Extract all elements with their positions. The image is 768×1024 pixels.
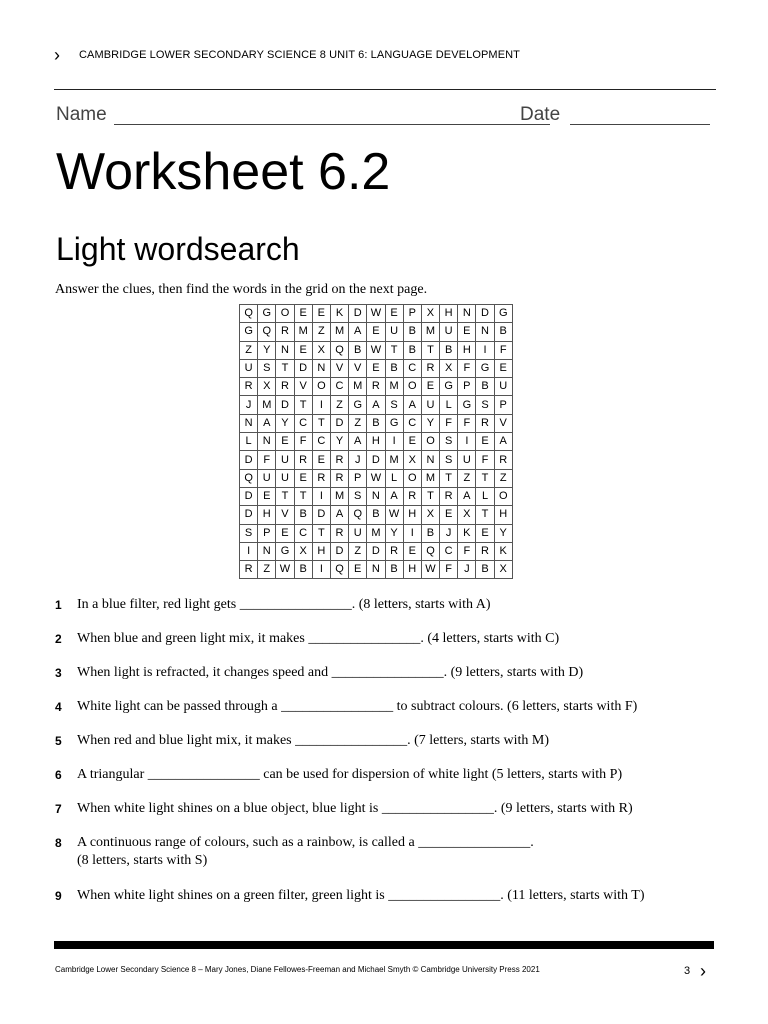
grid-cell[interactable]: A [367, 396, 385, 414]
grid-cell[interactable]: Q [258, 323, 276, 341]
grid-row [240, 305, 513, 323]
grid-cell[interactable]: D [349, 305, 367, 323]
grid-cell[interactable]: D [367, 451, 385, 469]
grid-cell[interactable]: N [240, 414, 258, 432]
grid-cell[interactable]: H [312, 542, 330, 560]
grid-cell[interactable]: Z [349, 414, 367, 432]
grid-cell[interactable]: B [494, 323, 512, 341]
grid-cell[interactable]: M [421, 469, 439, 487]
grid-cell[interactable]: G [240, 323, 258, 341]
grid-cell[interactable]: E [258, 487, 276, 505]
grid-cell[interactable]: C [440, 542, 458, 560]
clue-number: 3 [55, 666, 62, 680]
grid-cell[interactable]: E [476, 433, 494, 451]
grid-cell[interactable]: C [330, 378, 348, 396]
grid-cell[interactable]: Z [458, 469, 476, 487]
grid-cell[interactable]: H [258, 506, 276, 524]
grid-cell[interactable]: F [494, 341, 512, 359]
grid-cell[interactable]: T [294, 487, 312, 505]
grid-cell[interactable]: R [330, 524, 348, 542]
grid-cell[interactable]: T [440, 469, 458, 487]
grid-cell[interactable]: S [385, 396, 403, 414]
grid-cell[interactable]: M [258, 396, 276, 414]
grid-cell[interactable]: K [494, 542, 512, 560]
grid-cell[interactable]: A [458, 487, 476, 505]
grid-cell[interactable]: F [440, 414, 458, 432]
grid-cell[interactable]: E [294, 341, 312, 359]
grid-cell[interactable]: R [385, 542, 403, 560]
grid-cell[interactable]: O [276, 305, 294, 323]
grid-cell[interactable]: Z [312, 323, 330, 341]
clue-text-continued: (8 letters, starts with S) [77, 853, 208, 868]
grid-cell[interactable]: R [367, 378, 385, 396]
grid-cell[interactable]: P [349, 469, 367, 487]
grid-cell[interactable]: E [367, 323, 385, 341]
grid-cell[interactable]: Y [276, 414, 294, 432]
grid-cell[interactable]: R [294, 451, 312, 469]
grid-cell[interactable]: C [294, 414, 312, 432]
name-label: Name [56, 104, 107, 125]
grid-cell[interactable]: Z [240, 341, 258, 359]
grid-cell[interactable]: X [494, 561, 512, 579]
grid-cell[interactable]: P [258, 524, 276, 542]
grid-row [240, 506, 513, 524]
grid-cell[interactable]: Q [421, 542, 439, 560]
grid-row [240, 414, 513, 432]
grid-cell[interactable]: I [312, 487, 330, 505]
grid-cell[interactable]: Q [240, 469, 258, 487]
grid-cell[interactable]: N [458, 305, 476, 323]
grid-cell[interactable]: U [385, 323, 403, 341]
grid-cell[interactable]: D [367, 542, 385, 560]
clue-number: 8 [55, 836, 62, 850]
grid-cell[interactable]: P [403, 305, 421, 323]
grid-cell[interactable]: B [349, 341, 367, 359]
grid-row [240, 469, 513, 487]
grid-cell[interactable]: F [458, 542, 476, 560]
grid-cell[interactable]: E [276, 433, 294, 451]
grid-cell[interactable]: R [403, 487, 421, 505]
date-field[interactable] [570, 124, 710, 125]
grid-cell[interactable]: B [403, 323, 421, 341]
grid-cell[interactable]: R [312, 469, 330, 487]
grid-cell[interactable]: T [421, 487, 439, 505]
grid-cell[interactable]: H [403, 506, 421, 524]
grid-cell[interactable]: H [367, 433, 385, 451]
grid-cell[interactable]: E [421, 378, 439, 396]
grid-cell[interactable]: U [258, 469, 276, 487]
grid-cell[interactable]: E [403, 542, 421, 560]
grid-cell[interactable]: D [476, 305, 494, 323]
grid-cell[interactable]: X [458, 506, 476, 524]
grid-cell[interactable]: M [330, 323, 348, 341]
grid-cell[interactable]: T [421, 341, 439, 359]
grid-cell[interactable]: Z [494, 469, 512, 487]
grid-cell[interactable]: Q [330, 561, 348, 579]
grid-cell[interactable]: C [312, 433, 330, 451]
clue-text: When white light shines on a green filter, green light is ________________. (11 letters, starts with T) [77, 888, 645, 903]
grid-cell[interactable]: C [403, 414, 421, 432]
grid-cell[interactable]: I [312, 396, 330, 414]
grid-cell[interactable]: E [494, 359, 512, 377]
grid-cell[interactable]: L [476, 487, 494, 505]
grid-row [240, 451, 513, 469]
grid-cell[interactable]: X [440, 359, 458, 377]
grid-cell[interactable]: M [385, 451, 403, 469]
grid-cell[interactable]: Y [330, 433, 348, 451]
page-number: 3 [684, 965, 691, 977]
name-date-row [54, 104, 716, 132]
grid-cell[interactable]: H [494, 506, 512, 524]
chevron-right-icon: › [54, 45, 61, 65]
grid-cell[interactable]: S [349, 487, 367, 505]
name-field[interactable] [114, 124, 550, 125]
grid-cell[interactable]: R [476, 542, 494, 560]
grid-row [240, 359, 513, 377]
grid-cell[interactable]: P [458, 378, 476, 396]
grid-row [240, 323, 513, 341]
header-text: CAMBRIDGE LOWER SECONDARY SCIENCE 8 UNIT 6: LANGUAGE DEVELOPMENT [79, 49, 520, 61]
grid-cell[interactable]: S [476, 396, 494, 414]
grid-cell[interactable]: T [476, 469, 494, 487]
grid-cell[interactable]: U [458, 451, 476, 469]
grid-cell[interactable]: E [385, 305, 403, 323]
grid-cell[interactable]: E [312, 305, 330, 323]
grid-cell[interactable]: A [330, 506, 348, 524]
grid-cell[interactable]: I [458, 433, 476, 451]
grid-cell[interactable]: R [421, 359, 439, 377]
grid-cell[interactable]: M [421, 323, 439, 341]
grid-cell[interactable]: T [294, 396, 312, 414]
grid-cell[interactable]: U [276, 451, 294, 469]
clue-number: 9 [55, 889, 62, 903]
grid-cell[interactable]: G [276, 542, 294, 560]
grid-cell[interactable]: E [349, 561, 367, 579]
grid-cell[interactable]: K [330, 305, 348, 323]
grid-cell[interactable]: H [458, 341, 476, 359]
grid-cell[interactable]: Q [240, 305, 258, 323]
grid-cell[interactable]: F [258, 451, 276, 469]
grid-cell[interactable]: T [312, 524, 330, 542]
grid-cell[interactable]: S [440, 433, 458, 451]
grid-cell[interactable]: D [240, 506, 258, 524]
grid-cell[interactable]: A [258, 414, 276, 432]
grid-cell[interactable]: M [349, 378, 367, 396]
grid-cell[interactable]: W [385, 506, 403, 524]
clue-text: When white light shines on a blue object, blue light is ________________. (9 letters, starts with R) [77, 801, 633, 816]
grid-cell[interactable]: V [330, 359, 348, 377]
grid-row [240, 396, 513, 414]
grid-row [240, 341, 513, 359]
grid-cell[interactable]: B [294, 506, 312, 524]
grid-cell[interactable]: B [476, 561, 494, 579]
grid-cell[interactable]: L [240, 433, 258, 451]
grid-cell[interactable]: U [240, 359, 258, 377]
chevron-right-icon[interactable]: › [700, 961, 706, 981]
grid-cell[interactable]: N [258, 433, 276, 451]
grid-cell[interactable]: E [312, 451, 330, 469]
grid-cell[interactable]: O [403, 469, 421, 487]
grid-cell[interactable]: T [276, 359, 294, 377]
grid-cell[interactable]: G [258, 305, 276, 323]
grid-cell[interactable]: O [312, 378, 330, 396]
grid-cell[interactable]: V [349, 359, 367, 377]
grid-cell[interactable]: G [440, 378, 458, 396]
grid-cell[interactable]: T [476, 506, 494, 524]
grid-cell[interactable]: E [294, 305, 312, 323]
grid-cell[interactable]: M [330, 487, 348, 505]
grid-cell[interactable]: Q [349, 506, 367, 524]
grid-cell[interactable]: N [476, 323, 494, 341]
grid-cell[interactable]: I [312, 561, 330, 579]
grid-row [240, 524, 513, 542]
grid-cell[interactable]: N [367, 561, 385, 579]
grid-cell[interactable]: Y [421, 414, 439, 432]
worksheet-title: Worksheet 6.2 [56, 143, 391, 201]
clue-number: 5 [55, 734, 62, 748]
grid-cell[interactable]: W [421, 561, 439, 579]
worksheet-subtitle: Light wordsearch [56, 231, 300, 267]
grid-cell[interactable]: C [294, 524, 312, 542]
grid-cell[interactable]: T [276, 487, 294, 505]
grid-cell[interactable]: I [476, 341, 494, 359]
grid-cell[interactable]: D [240, 451, 258, 469]
grid-cell[interactable]: A [349, 323, 367, 341]
grid-cell[interactable]: B [403, 341, 421, 359]
clue-number: 6 [55, 768, 62, 782]
clue-text: When red and blue light mix, it makes ________________. (7 letters, starts with M) [77, 733, 550, 748]
grid-cell[interactable]: G [385, 414, 403, 432]
grid-cell[interactable]: Y [385, 524, 403, 542]
grid-cell[interactable]: R [240, 561, 258, 579]
clue-number: 2 [55, 632, 62, 646]
grid-cell[interactable]: S [240, 524, 258, 542]
grid-cell[interactable]: L [385, 469, 403, 487]
grid-row [240, 561, 513, 579]
grid-cell[interactable]: X [312, 341, 330, 359]
grid-cell[interactable]: H [440, 305, 458, 323]
grid-cell[interactable]: A [385, 487, 403, 505]
grid-cell[interactable]: D [330, 414, 348, 432]
grid-cell[interactable]: P [494, 396, 512, 414]
grid-cell[interactable]: N [367, 487, 385, 505]
grid-cell[interactable]: N [421, 451, 439, 469]
grid-cell[interactable]: F [458, 359, 476, 377]
clue-text: In a blue filter, red light gets ________________. (8 letters, starts with A) [77, 597, 491, 612]
grid-cell[interactable]: S [258, 359, 276, 377]
grid-cell[interactable]: D [240, 487, 258, 505]
grid-cell[interactable]: O [494, 487, 512, 505]
grid-cell[interactable]: X [403, 451, 421, 469]
grid-cell[interactable]: M [385, 378, 403, 396]
clue-text: White light can be passed through a ________________ to subtract colours. (6 letters, starts with F) [77, 699, 638, 714]
grid-cell[interactable]: F [294, 433, 312, 451]
grid-cell[interactable]: V [494, 414, 512, 432]
grid-cell[interactable]: U [494, 378, 512, 396]
grid-cell[interactable]: E [403, 433, 421, 451]
grid-cell[interactable]: D [294, 359, 312, 377]
grid-cell[interactable]: B [421, 524, 439, 542]
clue-number: 7 [55, 802, 62, 816]
clue-text: When light is refracted, it changes speed and ________________. (9 letters, starts with D) [77, 665, 584, 680]
grid-cell[interactable]: Z [349, 542, 367, 560]
grid-cell[interactable]: I [240, 542, 258, 560]
grid-cell[interactable]: R [330, 451, 348, 469]
grid-cell[interactable]: I [385, 433, 403, 451]
grid-cell[interactable]: W [367, 341, 385, 359]
grid-cell[interactable]: X [421, 305, 439, 323]
grid-cell[interactable]: A [349, 433, 367, 451]
grid-cell[interactable]: E [367, 359, 385, 377]
grid-cell[interactable]: G [458, 396, 476, 414]
grid-cell[interactable]: Y [258, 341, 276, 359]
grid-cell[interactable]: J [458, 561, 476, 579]
grid-cell[interactable]: U [440, 323, 458, 341]
grid-cell[interactable]: B [367, 414, 385, 432]
wordsearch-grid [239, 304, 513, 579]
grid-cell[interactable]: D [330, 542, 348, 560]
grid-row [240, 542, 513, 560]
grid-cell[interactable]: G [349, 396, 367, 414]
grid-cell[interactable]: R [440, 487, 458, 505]
grid-cell[interactable]: Q [330, 341, 348, 359]
grid-cell[interactable]: R [276, 378, 294, 396]
grid-cell[interactable]: E [476, 524, 494, 542]
grid-cell[interactable]: E [276, 524, 294, 542]
grid-cell[interactable]: N [258, 542, 276, 560]
grid-cell[interactable]: R [240, 378, 258, 396]
grid-cell[interactable]: T [385, 341, 403, 359]
grid-cell[interactable]: A [494, 433, 512, 451]
grid-cell[interactable]: Y [494, 524, 512, 542]
grid-cell[interactable]: A [403, 396, 421, 414]
grid-cell[interactable]: Z [258, 561, 276, 579]
grid-cell[interactable]: R [276, 323, 294, 341]
grid-cell[interactable]: B [385, 561, 403, 579]
grid-cell[interactable]: K [458, 524, 476, 542]
grid-cell[interactable]: M [294, 323, 312, 341]
grid-cell[interactable]: C [403, 359, 421, 377]
grid-cell[interactable]: G [476, 359, 494, 377]
clue-number: 4 [55, 700, 62, 714]
grid-cell[interactable]: E [458, 323, 476, 341]
grid-row [240, 433, 513, 451]
grid-cell[interactable]: J [440, 524, 458, 542]
grid-cell[interactable]: N [312, 359, 330, 377]
grid-cell[interactable]: U [349, 524, 367, 542]
grid-cell[interactable]: G [494, 305, 512, 323]
grid-cell[interactable]: O [403, 378, 421, 396]
grid-cell[interactable]: M [367, 524, 385, 542]
grid-cell[interactable]: F [458, 414, 476, 432]
grid-row [240, 487, 513, 505]
grid-cell[interactable]: X [258, 378, 276, 396]
date-label: Date [520, 104, 561, 125]
clue-text: A continuous range of colours, such as a rainbow, is called a ________________. [77, 835, 534, 850]
grid-cell[interactable]: O [421, 433, 439, 451]
grid-cell[interactable]: E [294, 469, 312, 487]
grid-cell[interactable]: D [312, 506, 330, 524]
grid-cell[interactable]: B [476, 378, 494, 396]
clue-text: When blue and green light mix, it makes ________________. (4 letters, starts with C) [77, 631, 560, 646]
grid-cell[interactable]: Z [330, 396, 348, 414]
instructions: Answer the clues, then find the words in the grid on the next page. [55, 282, 428, 297]
grid-cell[interactable]: J [349, 451, 367, 469]
grid-cell[interactable]: W [367, 469, 385, 487]
footer-credit: Cambridge Lower Secondary Science 8 – Mary Jones, Diane Fellowes-Freeman and Michael Smyth © Cambridge University Press 2021 [55, 965, 540, 974]
grid-cell[interactable]: X [421, 506, 439, 524]
clue-text: A triangular ________________ can be used for dispersion of white light (5 letters, starts with P) [77, 767, 623, 782]
grid-cell[interactable]: V [294, 378, 312, 396]
grid-cell[interactable]: U [276, 469, 294, 487]
grid-cell[interactable]: V [276, 506, 294, 524]
grid-cell[interactable]: B [294, 561, 312, 579]
page-header [54, 44, 716, 66]
footer-rule [54, 941, 714, 949]
grid-cell[interactable]: E [440, 506, 458, 524]
grid-cell[interactable]: I [403, 524, 421, 542]
grid-cell[interactable]: W [367, 305, 385, 323]
grid-cell[interactable]: R [330, 469, 348, 487]
grid-cell[interactable]: J [240, 396, 258, 414]
grid-cell[interactable]: H [403, 561, 421, 579]
grid-row [240, 378, 513, 396]
grid-cell[interactable]: B [385, 359, 403, 377]
grid-cell[interactable]: D [276, 396, 294, 414]
grid-cell[interactable]: F [476, 451, 494, 469]
grid-cell[interactable]: U [421, 396, 439, 414]
grid-cell[interactable]: R [476, 414, 494, 432]
grid-cell[interactable]: B [367, 506, 385, 524]
header-rule [54, 89, 716, 90]
grid-cell[interactable]: L [440, 396, 458, 414]
clue-number: 1 [55, 598, 62, 612]
grid-cell[interactable]: F [440, 561, 458, 579]
grid-cell[interactable]: S [440, 451, 458, 469]
grid-cell[interactable]: X [294, 542, 312, 560]
grid-cell[interactable]: T [312, 414, 330, 432]
grid-cell[interactable]: W [276, 561, 294, 579]
grid-cell[interactable]: N [276, 341, 294, 359]
grid-cell[interactable]: B [440, 341, 458, 359]
grid-cell[interactable]: R [494, 451, 512, 469]
